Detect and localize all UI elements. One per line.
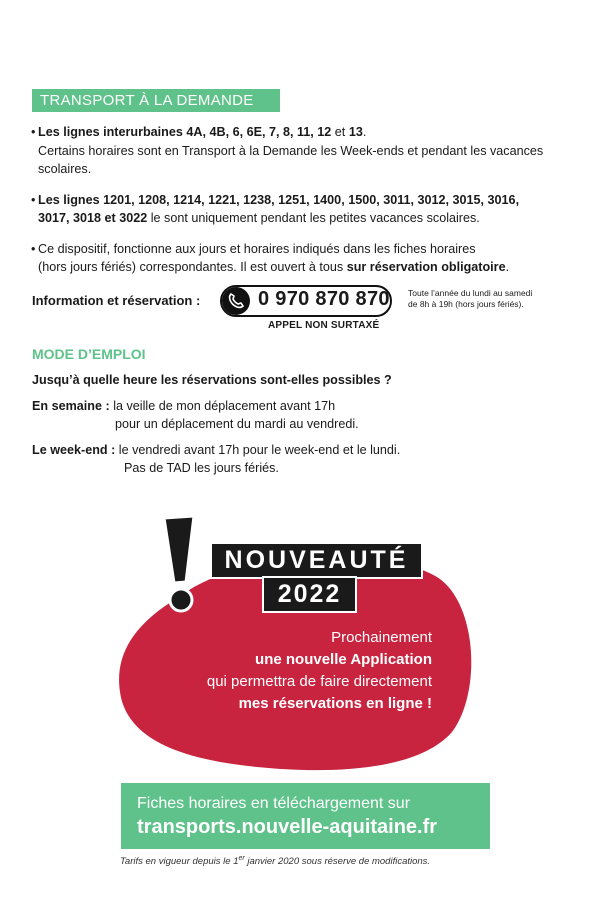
- answer-text: la veille de mon déplacement avant 17h: [109, 399, 336, 413]
- item-bold-text: 13: [348, 125, 363, 139]
- faq-answer-weekday: [32, 397, 335, 415]
- download-link[interactable]: transports.nouvelle-aquitaine.fr: [137, 816, 438, 838]
- hours-line: Toute l’année du lundi au samedi: [408, 288, 533, 298]
- item-text: scolaires.: [38, 162, 92, 176]
- item-bold-text: 3017, 3018 et 3022: [38, 211, 148, 225]
- promo-text: qui permettra de faire directement: [206, 673, 432, 690]
- item-bold-text: sur réservation obligatoire: [346, 260, 506, 274]
- bullet: •: [31, 125, 36, 139]
- answer-text: pour un déplacement du mardi au vendredi.: [115, 417, 359, 431]
- exclamation-icon: [160, 516, 202, 616]
- footnote-text: janvier 2020 sous réserve de modifications.: [244, 856, 431, 868]
- list-item: [0, 240, 610, 280]
- list-item: [0, 191, 610, 231]
- item-text: le sont uniquement pendant les petites vacances scolaires.: [147, 211, 480, 225]
- footnote-text: Tarifs en vigueur depuis le 1: [120, 856, 239, 868]
- item-text: (hors jours fériés) correspondantes. Il est ouvert à tous: [38, 260, 347, 274]
- promo-text: une nouvelle Application: [255, 651, 432, 668]
- item-bold-text: Les lignes 1201, 1208, 1214, 1221, 1238, 1251, 1400, 1500, 3011, 3012, 3015, 3016,: [38, 193, 520, 207]
- item-text: Ce dispositif, fonctionne aux jours et horaires indiqués dans les fiches horaires: [38, 242, 476, 256]
- item-text: et: [331, 125, 349, 139]
- section-title: TRANSPORT À LA DEMANDE: [32, 89, 280, 112]
- item-bold-text: Les lignes interurbaines 4A, 4B, 6, 6E, 7, 8, 11, 12: [38, 125, 332, 139]
- year-badge: 2022: [262, 576, 357, 613]
- promo-text: mes réservations en ligne !: [238, 695, 432, 712]
- answer-label: En semaine :: [32, 399, 110, 413]
- answer-text: le vendredi avant 17h pour le week-end et le lundi.: [115, 443, 401, 457]
- answer-label: Le week-end :: [32, 443, 116, 457]
- info-label: Information et réservation :: [32, 293, 201, 308]
- promo-text: Prochainement: [331, 629, 432, 646]
- new-badge: NOUVEAUTÉ: [210, 542, 423, 579]
- phone-icon: [222, 287, 250, 315]
- answer-text: Pas de TAD les jours fériés.: [124, 461, 279, 475]
- faq-question: Jusqu’à quelle heure les réservations sont-elles possibles ?: [32, 373, 392, 387]
- hours-line: de 8h à 19h (hors jours fériés).: [408, 299, 524, 309]
- bullet: •: [31, 242, 36, 256]
- phone-subtitle: APPEL NON SURTAXÉ: [268, 320, 380, 331]
- opening-hours: [408, 288, 558, 310]
- phone-number[interactable]: 0 970 870 870: [258, 288, 390, 310]
- item-text: Certains horaires sont en Transport à la Demande les Week-ends et pendant les vacances: [38, 144, 544, 158]
- list-item: [0, 123, 610, 177]
- footnote-sup: er: [238, 855, 245, 862]
- bullet: •: [31, 193, 36, 207]
- download-text: Fiches horaires en téléchargement sur: [137, 795, 411, 812]
- item-text: .: [505, 260, 510, 274]
- faq-answer-weekend: [32, 441, 400, 459]
- item-text: .: [362, 125, 367, 139]
- footnote: [120, 855, 430, 867]
- mode-title: MODE D’EMPLOI: [32, 346, 146, 362]
